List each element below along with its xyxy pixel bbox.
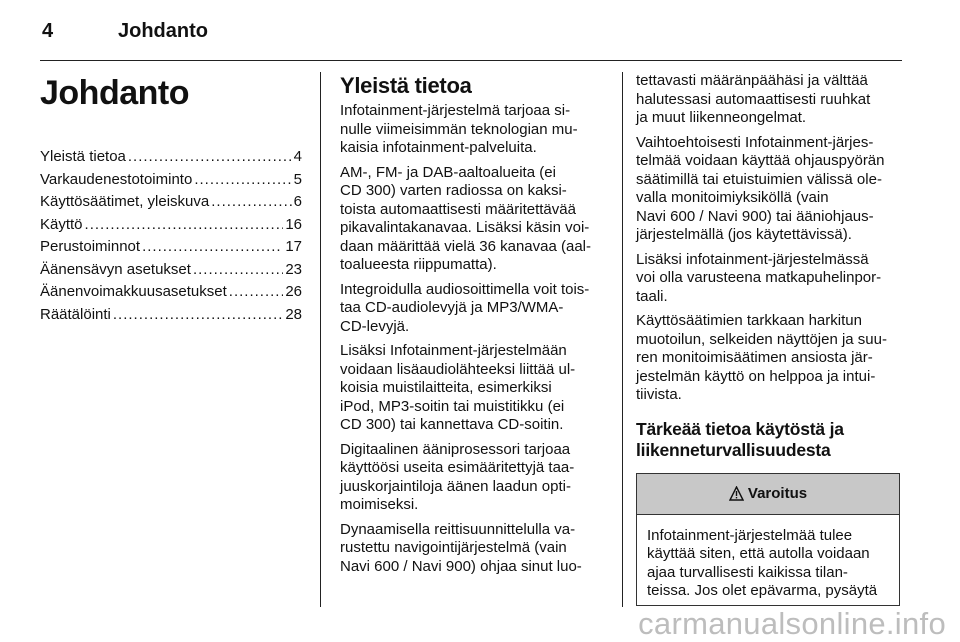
toc-leader-dots bbox=[85, 214, 284, 237]
warning-body: Infotainment-järjestelmää tulee käyttää siten, että autolla voidaan ajaa turvallisesti kaikissa tilan- teissa. Jos olet epävarma, pysäytä bbox=[647, 526, 878, 599]
toc-leader-dots bbox=[229, 281, 284, 304]
toc-item-page: 26 bbox=[285, 283, 302, 300]
toc-item-kaytto[interactable] bbox=[40, 214, 302, 237]
body-paragraph: Lisäksi infotainment-järjestelmässä voi olla varusteena matkapuhelinpor- taali. bbox=[636, 250, 882, 305]
body-paragraph: Dynaamisella reittisuunnittelulla va- rustettu navigointijärjestelmä (vain Navi 600 / Navi 900) ohjaa sinut luo- bbox=[340, 520, 582, 575]
toc-item-page: 28 bbox=[285, 305, 302, 323]
column-divider-left bbox=[320, 72, 321, 607]
toc-item-yleista-tietoa[interactable] bbox=[40, 146, 302, 169]
toc-item-label: Räätälöinti bbox=[40, 305, 111, 323]
toc-item-label: Äänensävyn asetukset bbox=[40, 260, 191, 278]
toc-item-varkaudenestotoiminto[interactable] bbox=[40, 169, 302, 192]
body-paragraph: Vaihtoehtoisesti Infotainment-järjes- telmää voidaan käyttää ohjauspyörän säätimillä tai etuistuimien välissä ole- valla monitoimiyksiköllä (vain Navi 600 / Navi 900) tai ääniohjaus- järjestelmällä (jos käytettävissä). bbox=[636, 133, 885, 243]
body-paragraph: AM-, FM- ja DAB-aaltoalueita (ei CD 300) varten radiossa on kaksi- toista automaattisesti määritettävää pikavalintakanavaa. Lisäksi käsin voi- daan määrittää vielä 36 kanavaa (aal- toalueesta riippumatta). bbox=[340, 163, 591, 273]
toc-item-label: Käyttö bbox=[40, 215, 83, 233]
chapter-title: Johdanto bbox=[40, 74, 189, 112]
toc-item-aanenvoimakkuusasetukset[interactable] bbox=[40, 281, 302, 304]
warning-title: Varoitus bbox=[747, 485, 808, 502]
table-of-contents bbox=[40, 146, 302, 326]
toc-leader-dots bbox=[211, 191, 291, 214]
page-number: 4 bbox=[42, 20, 54, 42]
toc-item-page: 23 bbox=[285, 260, 302, 278]
toc-item-page: 4 bbox=[293, 148, 302, 165]
toc-item-label: Yleistä tietoa bbox=[40, 148, 126, 165]
toc-item-label: Käyttösäätimet, yleiskuva bbox=[40, 193, 210, 210]
toc-leader-dots bbox=[113, 304, 283, 327]
toc-leader-dots bbox=[193, 259, 283, 282]
toc-leader-dots bbox=[142, 236, 283, 259]
warning-box bbox=[636, 473, 900, 606]
toc-item-aanensavyn-asetukset[interactable] bbox=[40, 259, 302, 282]
toc-item-page: 6 bbox=[293, 193, 302, 210]
body-paragraph: Käyttösäätimien tarkkaan harkitun muotoilun, selkeiden näyttöjen ja suu- ren monitoimisäätimen ansiosta jär- jestelmän käyttö on helppoa ja intui- tiivista. bbox=[636, 312, 887, 403]
toc-item-page: 5 bbox=[293, 170, 302, 188]
toc-item-label: Varkaudenestotoiminto bbox=[40, 170, 193, 188]
body-paragraph: Integroidulla audiosoittimella voit tois- taa CD-audiolevyjä ja MP3/WMA- CD-levyjä. bbox=[340, 280, 590, 335]
toc-item-raatalointi[interactable] bbox=[40, 304, 302, 327]
body-paragraph: Digitaalinen ääniprosessori tarjoaa käyttöösi useita esimääritettyjä taa- juuskorjaintiloja äänen laadun opti- moimiseksi. bbox=[340, 440, 575, 513]
toc-leader-dots bbox=[128, 146, 292, 169]
safety-subheading: Tärkeää tietoa käytöstä ja liikenneturvallisuudesta bbox=[636, 418, 844, 460]
warning-triangle-icon bbox=[729, 486, 744, 501]
toc-item-kayttosaatimet[interactable] bbox=[40, 191, 302, 214]
toc-item-page: 16 bbox=[285, 215, 302, 233]
toc-item-label: Perustoiminnot bbox=[40, 238, 141, 255]
toc-item-perustoiminnot[interactable] bbox=[40, 236, 302, 259]
general-info-column bbox=[340, 72, 606, 582]
column-divider-right bbox=[622, 72, 623, 607]
toc-column bbox=[40, 72, 302, 326]
header-rule bbox=[40, 60, 902, 61]
running-header-title: Johdanto bbox=[118, 20, 208, 42]
section-title: Yleistä tietoa bbox=[340, 73, 472, 98]
toc-item-page: 17 bbox=[285, 238, 302, 255]
body-paragraph: tettavasti määränpäähäsi ja välttää halutessasi automaattisesti ruuhkat ja muut liikenneongelmat. bbox=[636, 72, 871, 126]
toc-leader-dots bbox=[194, 169, 291, 192]
warning-header bbox=[637, 474, 899, 515]
body-paragraph: Infotainment-järjestelmä tarjoaa si- nulle viimeisimmän teknologian mu- kaisia infotainment-palveluita. bbox=[340, 102, 578, 156]
toc-item-label: Äänenvoimakkuusasetukset bbox=[40, 283, 227, 300]
continued-column bbox=[636, 72, 902, 606]
watermark: carmanualsonline.info bbox=[638, 606, 946, 641]
body-paragraph: Lisäksi Infotainment-järjestelmään voidaan lisäaudiolähteeksi liittää ul- koisia muistilaitteita, esimerkiksi iPod, MP3-soitin tai muistitikku (ei CD 300) tai kannettava CD-soitin. bbox=[340, 342, 576, 433]
